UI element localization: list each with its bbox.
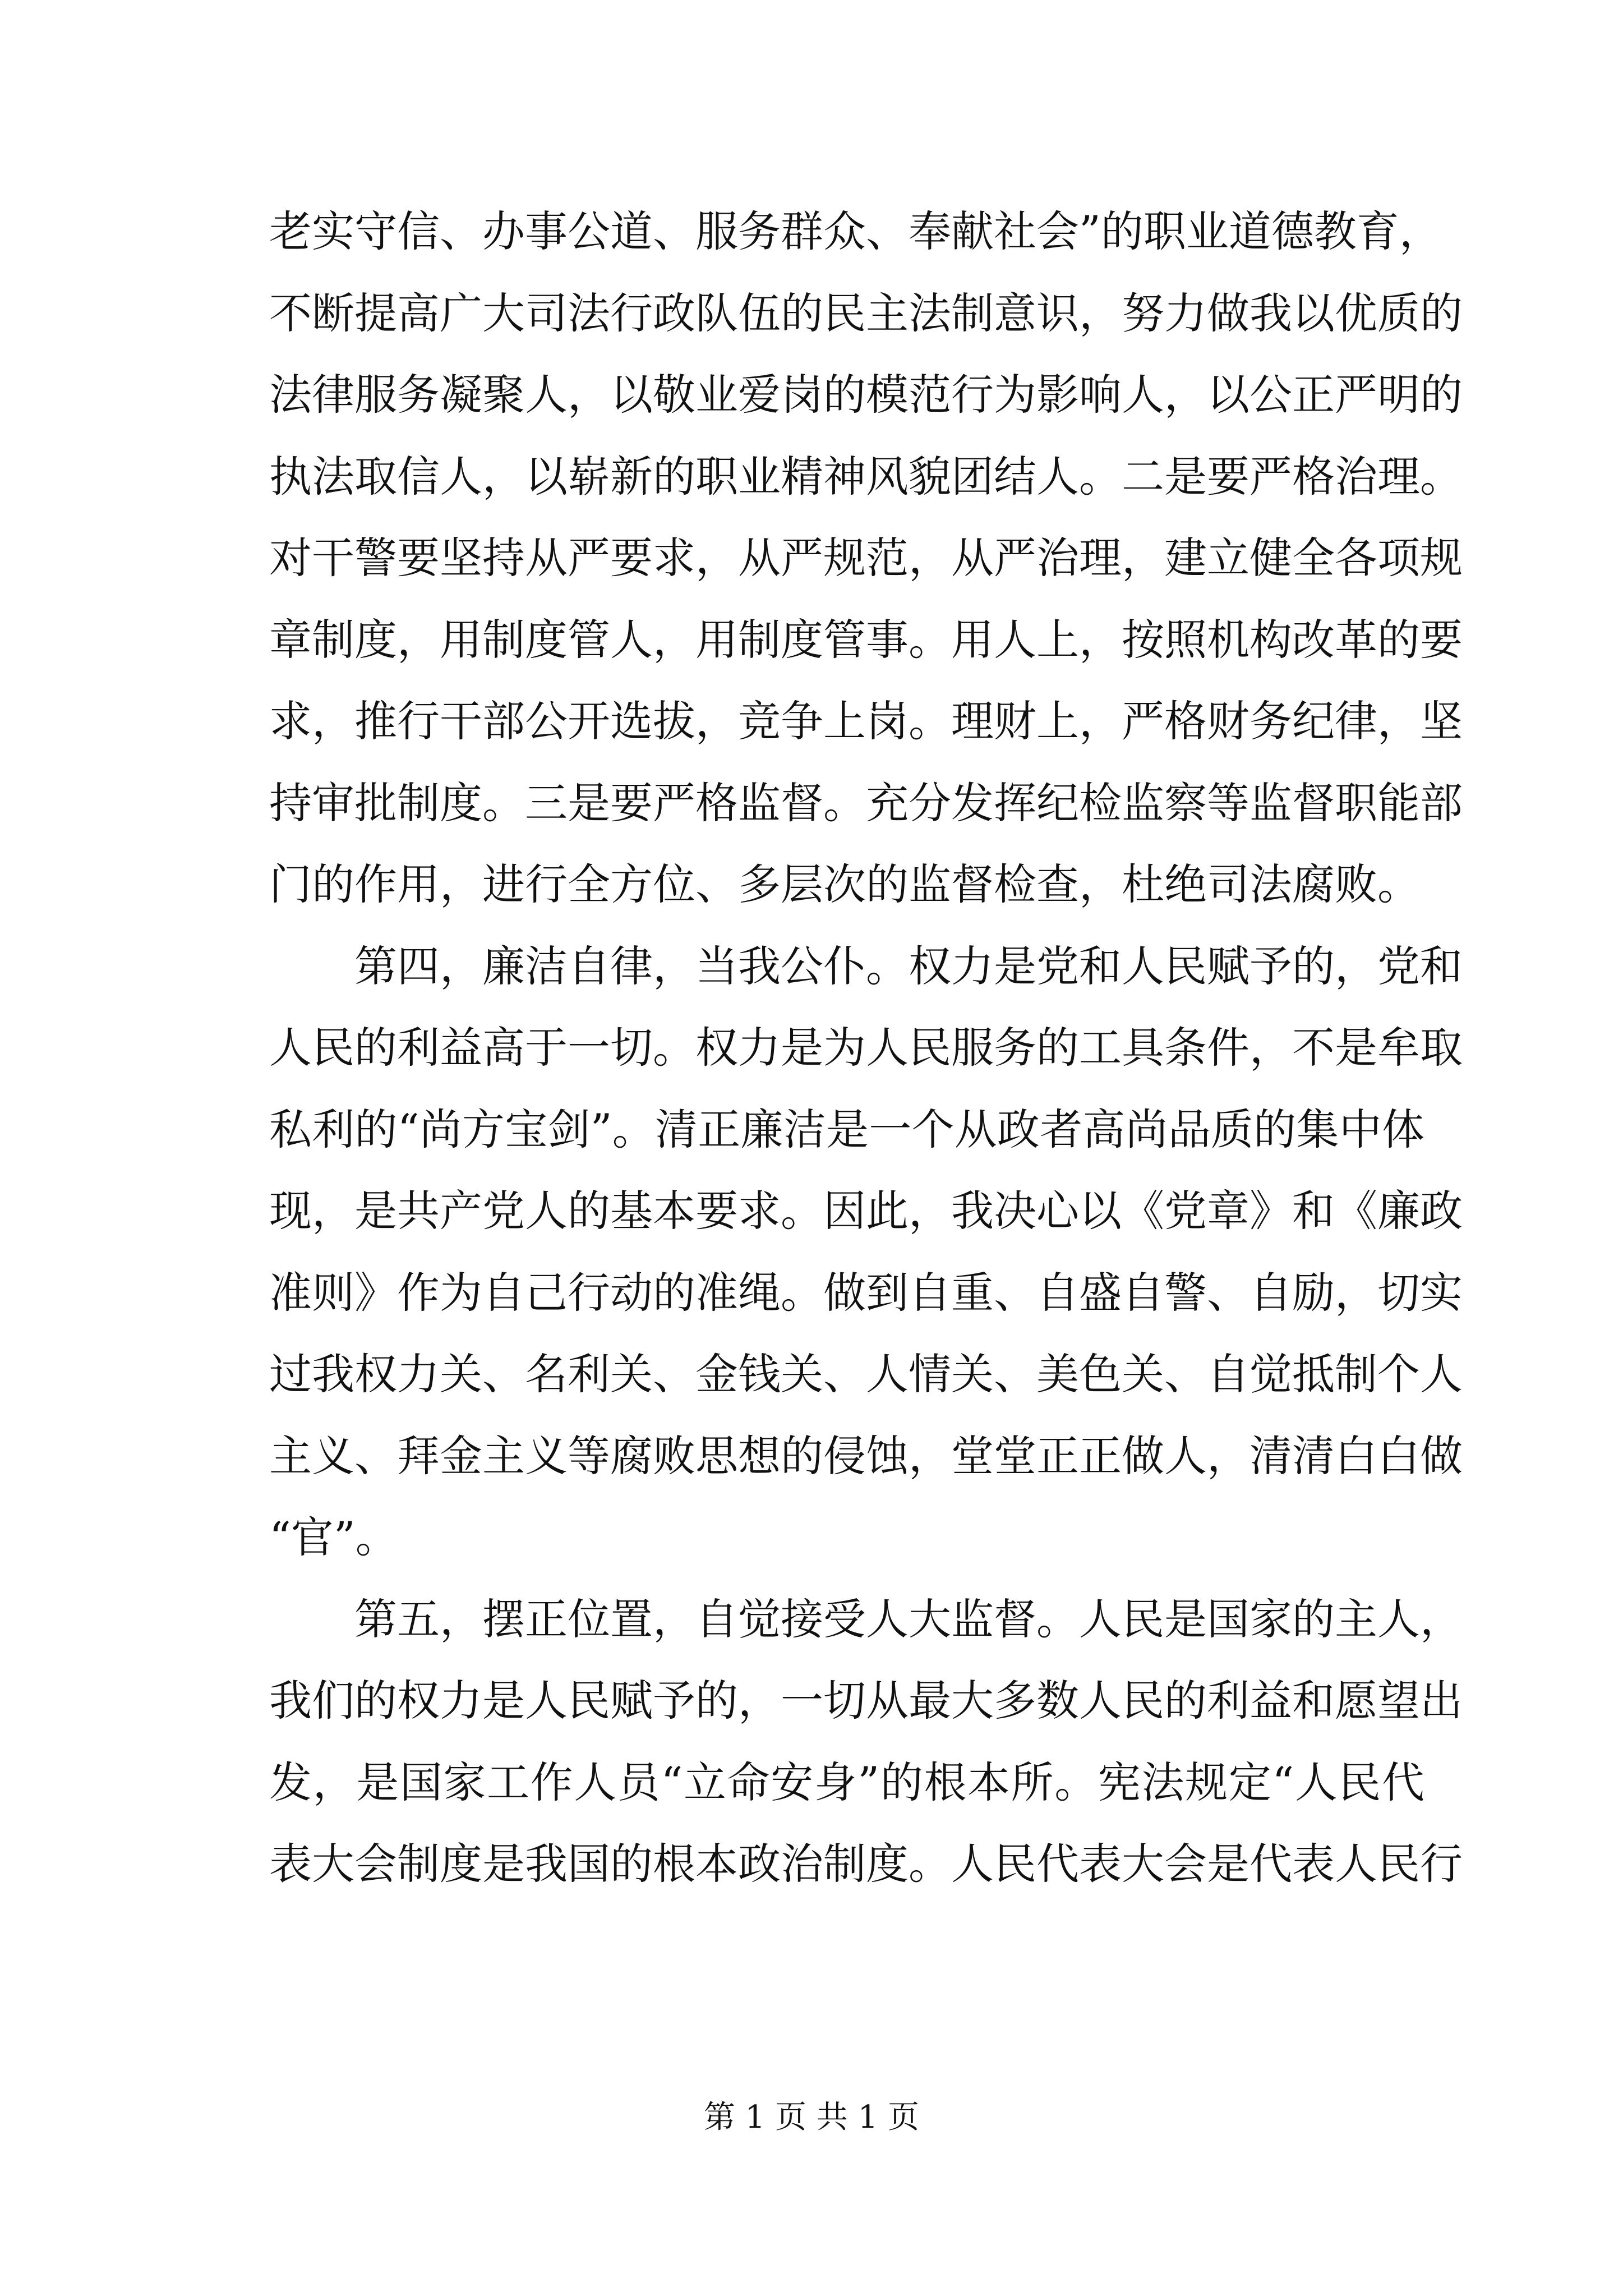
text-line: 我们的权力是人民赋予的，一切从最大多数人民的利益和愿望出 — [269, 1676, 1463, 1726]
text-line: 主义、拜金主义等腐败思想的侵蚀，堂堂正正做人，清清白白做 — [269, 1430, 1463, 1481]
text-line: 执法取信人，以崭新的职业精神风貌团结人。二是要严格治理。 — [269, 451, 1463, 501]
paragraph-start-line: 第五，摆正位置，自觉接受人大监督。人民是国家的主人， — [354, 1594, 1463, 1644]
text-line: 门的作用，进行全方位、多层次的监督检查，杜绝司法腐败。 — [269, 859, 1420, 909]
text-line: 章制度，用制度管人，用制度管事。用人上，按照机构改革的要 — [269, 614, 1463, 665]
document-body — [269, 191, 1463, 1905]
text-line: 不断提高广大司法行政队伍的民主法制意识，努力做我以优质的 — [269, 288, 1463, 338]
paragraph-start-line: 第四，廉洁自律，当我公仆。权力是党和人民赋予的，党和 — [354, 941, 1463, 991]
text-line: 发，是国家工作人员“立命安身”的根本所。宪法规定“人民代 — [269, 1757, 1424, 1807]
text-line: 持审批制度。三是要严格监督。充分发挥纪检监察等监督职能部 — [269, 777, 1463, 828]
text-line: 求，推行干部公开选拔，竞争上岗。理财上，严格财务纪律，坚 — [269, 696, 1463, 746]
text-line: 现，是共产党人的基本要求。因此，我决心以《党章》和《廉政 — [269, 1186, 1463, 1236]
text-line: 准则》作为自己行动的准绳。做到自重、自盛自警、自励，切实 — [269, 1267, 1463, 1318]
text-line: 对干警要坚持从严要求，从严规范，从严治理，建立健全各项规 — [269, 533, 1463, 583]
page-footer — [0, 2095, 1623, 2140]
text-line: 表大会制度是我国的根本政治制度。人民代表大会是代表人民行 — [269, 1839, 1463, 1889]
text-line: 法律服务凝聚人，以敬业爱岗的模范行为影响人，以公正严明的 — [269, 370, 1463, 420]
text-line: 过我权力关、名利关、金钱关、人情关、美色关、自觉抵制个人 — [269, 1349, 1463, 1399]
text-line: 私利的“尚方宝剑”。清正廉洁是一个从政者高尚品质的集中体 — [269, 1104, 1424, 1154]
text-line: 人民的利益高于一切。权力是为人民服务的工具条件，不是牟取 — [269, 1023, 1463, 1073]
text-line: 老实守信、办事公道、服务群众、奉献社会”的职业道德教育， — [269, 206, 1442, 256]
text-line: “官”。 — [269, 1512, 398, 1562]
page-number: 第 1 页 共 1 页 — [703, 2099, 920, 2136]
